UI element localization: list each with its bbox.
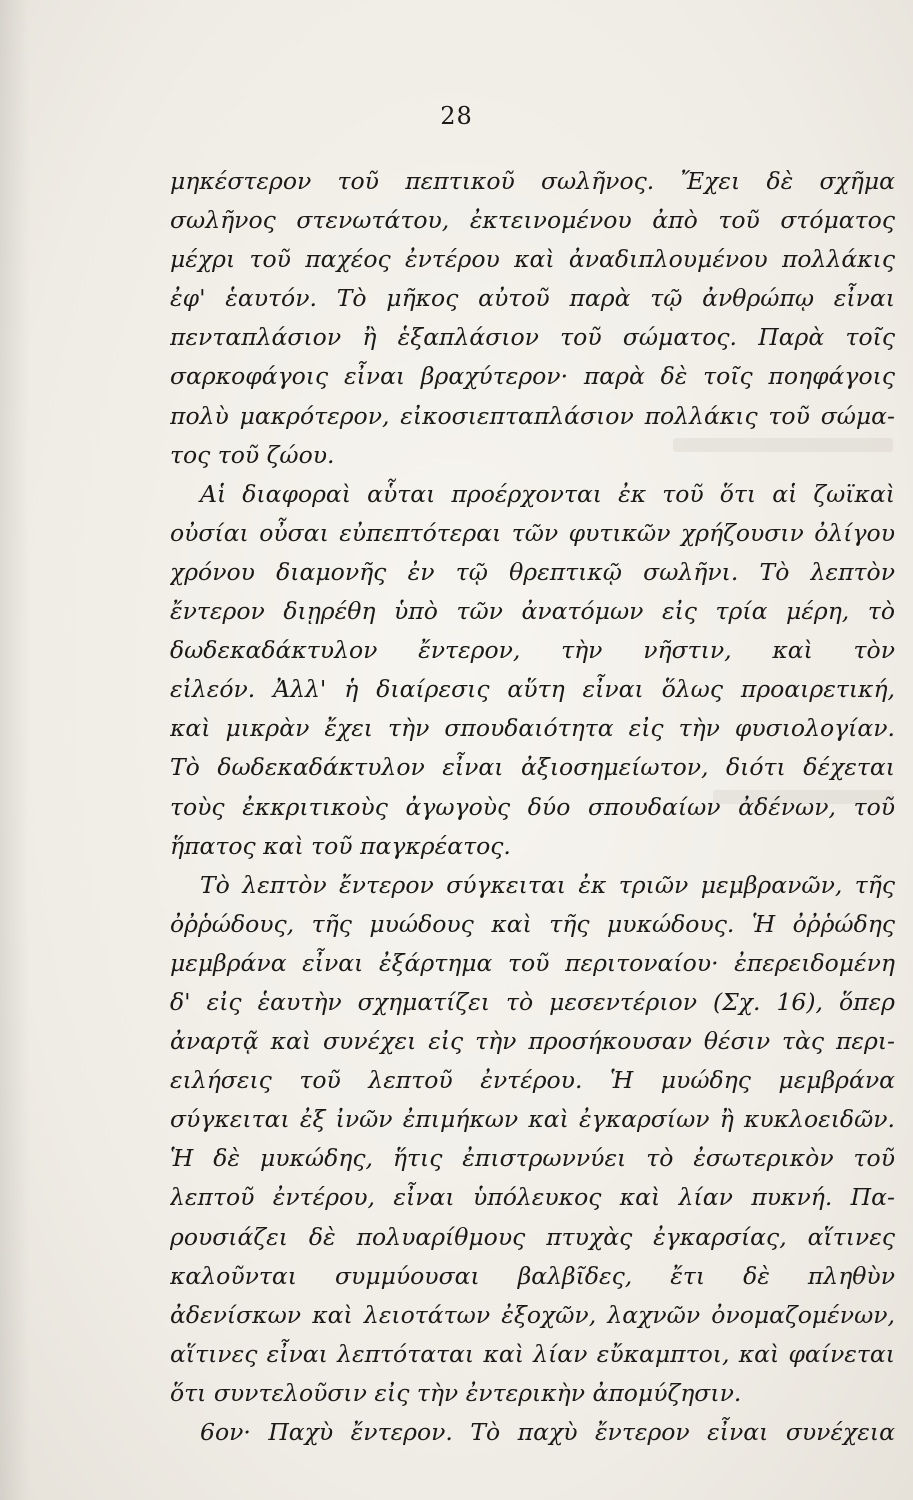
text-line: ἀναρτᾷ καὶ συνέχει εἰς τὴν προσήκουσαν θέσιν τὰς περι-: [170, 1027, 895, 1056]
text-line: λεπτοῦ ἐντέρου, εἶναι ὑπόλευκος καὶ λίαν πυκνή. Πα-: [170, 1183, 895, 1212]
text-line: ἔντερον διῃρέθη ὑπὸ τῶν ἀνατόμων εἰς τρία μέρη, τὸ: [170, 597, 895, 626]
text-line: μηκέστερον τοῦ πεπτικοῦ σωλῆνος. Ἔχει δὲ σχῆμα: [170, 167, 895, 195]
body-text: [170, 162, 895, 1452]
page-number: 28: [440, 102, 473, 130]
text-line: ειλήσεις τοῦ λεπτοῦ ἐντέρου. Ἡ μυώδης μεμβράνα: [170, 1066, 895, 1095]
text-line: σύγκειται ἐξ ἰνῶν ἐπιμήκων καὶ ἐγκαρσίων ἢ κυκλοειδῶν.: [170, 1105, 895, 1134]
text-line: πολὺ μακρότερον, εἰκοσιεπταπλάσιον πολλάκις τοῦ σώμα-: [170, 401, 895, 430]
text-line: πενταπλάσιον ἢ ἑξαπλάσιον τοῦ σώματος. Παρὰ τοῖς: [170, 323, 895, 352]
text-line: δ' εἰς ἑαυτὴν σχηματίζει τὸ μεσεντέριον (Σχ. 16), ὅπερ: [170, 987, 895, 1016]
text-line: σαρκοφάγοις εἶναι βραχύτερον· παρὰ δὲ τοῖς ποηφάγοις: [170, 362, 895, 391]
text-line: τος τοῦ ζώου.: [170, 440, 335, 469]
text-line: ἥπατος καὶ τοῦ παγκρέατος.: [170, 831, 511, 860]
text-line: Τὸ δωδεκαδάκτυλον εἶναι ἀξιοσημείωτον, διότι δέχεται: [170, 753, 895, 782]
text-line: τοὺς ἐκκριτικοὺς ἀγωγοὺς δύο σπουδαίων ἀδένων, τοῦ: [170, 792, 895, 821]
page-edge-shadow: [0, 0, 30, 1500]
text-line: σωλῆνος στενωτάτου, ἐκτεινομένου ἀπὸ τοῦ στόματος: [170, 206, 895, 235]
text-line: 6ον· Παχὺ ἔντερον. Τὸ παχὺ ἔντερον εἶναι συνέχεια: [200, 1418, 895, 1446]
text-line: ὀῤῥώδους, τῆς μυώδους καὶ τῆς μυκώδους. Ἡ ὀῤῥώδης: [170, 909, 895, 938]
text-line: μεμβράνα εἶναι ἐξάρτημα τοῦ περιτοναίου· ἐπερειδομένη: [170, 948, 895, 977]
text-line: Ἡ δὲ μυκώδης, ἥτις ἐπιστρωννύει τὸ ἐσωτερικὸν τοῦ: [170, 1144, 895, 1173]
text-line: χρόνου διαμονῆς ἐν τῷ θρεπτικῷ σωλῆνι. Τὸ λεπτὸν: [170, 557, 895, 586]
text-line: δωδεκαδάκτυλον ἔντερον, τὴν νῆστιν, καὶ τὸν: [170, 636, 895, 665]
text-line: καλοῦνται συμμύουσαι βαλβῖδες, ἔτι δὲ πληθὺν: [170, 1261, 895, 1290]
text-line: εἰλεόν. Ἀλλ' ἡ διαίρεσις αὕτη εἶναι ὅλως προαιρετική,: [170, 675, 895, 704]
text-line: μέχρι τοῦ παχέος ἐντέρου καὶ ἀναδιπλουμένου πολλάκις: [170, 245, 895, 274]
text-line: οὐσίαι οὖσαι εὐπεπτότεραι τῶν φυτικῶν χρήζουσιν ὀλίγου: [170, 518, 895, 547]
text-line: ὅτι συντελοῦσιν εἰς τὴν ἐντερικὴν ἀπομύζησιν.: [170, 1378, 742, 1407]
text-line: ἀδενίσκων καὶ λειοτάτων ἐξοχῶν, λαχνῶν ὀνομαζομένων,: [170, 1300, 895, 1329]
text-line: αἵτινες εἶναι λεπτόταται καὶ λίαν εὔκαμπτοι, καὶ φαίνεται: [170, 1339, 895, 1368]
text-line: Τὸ λεπτὸν ἔντερον σύγκειται ἐκ τριῶν μεμβρανῶν, τῆς: [200, 870, 895, 899]
text-line: ἐφ' ἑαυτόν. Τὸ μῆκος αὐτοῦ παρὰ τῷ ἀνθρώπῳ εἶναι: [170, 284, 895, 313]
text-line: καὶ μικρὰν ἔχει τὴν σπουδαιότητα εἰς τὴν φυσιολογίαν.: [170, 714, 895, 743]
text-line: ρουσιάζει δὲ πολυαρίθμους πτυχὰς ἐγκαρσίας, αἵτινες: [170, 1222, 895, 1251]
text-line: Αἱ διαφοραὶ αὗται προέρχονται ἐκ τοῦ ὅτι αἱ ζωϊκαὶ: [200, 479, 895, 508]
